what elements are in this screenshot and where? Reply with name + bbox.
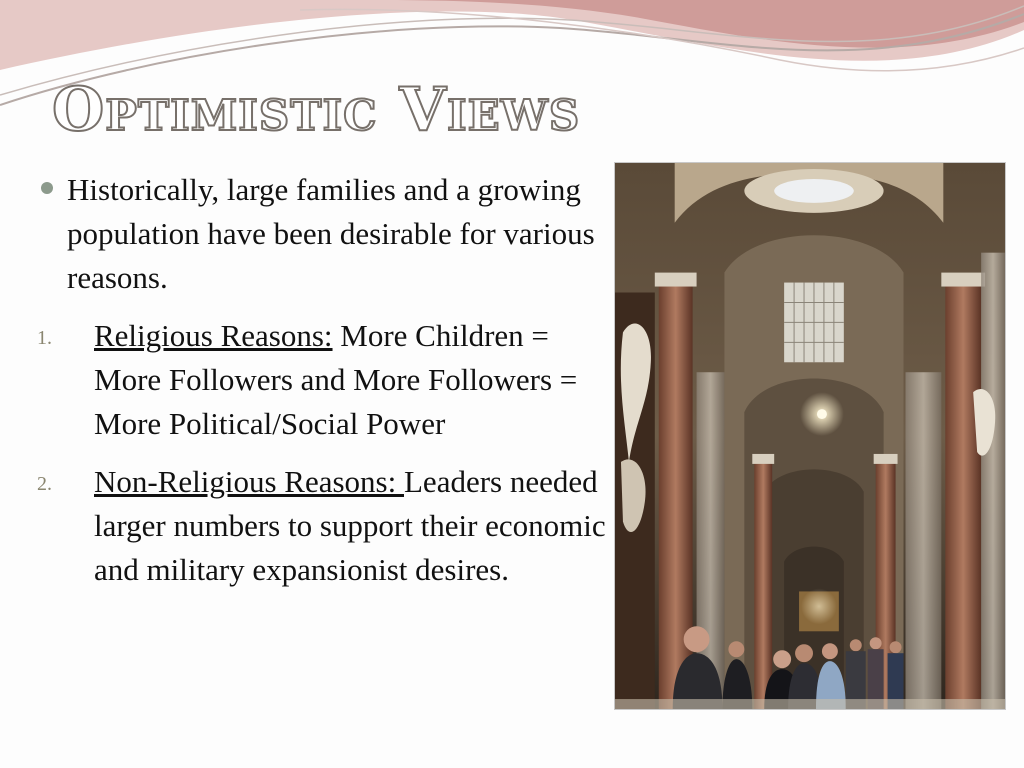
intro-bullet-text: Historically, large families and a growing population have been desirable for various reasons. (67, 172, 595, 295)
slide-content (36, 168, 610, 606)
list-item-heading: Religious Reasons: (94, 318, 333, 353)
list-item (36, 314, 610, 446)
list-item-number: 2. (37, 473, 52, 495)
page-title: Optimistic Views (52, 75, 581, 145)
list-item-text: Leaders needed larger numbers to support their economic and military expansionist desires. (94, 464, 606, 587)
list-item-heading: Non-Religious Reasons: (94, 464, 404, 499)
bullet-dot-icon (41, 182, 53, 194)
basilica-interior-illustration (615, 163, 1005, 709)
list-item-text: More Children = More Followers and More Followers = More Political/Social Power (94, 318, 578, 441)
list-item-number: 1. (37, 327, 52, 349)
list-item (36, 460, 610, 592)
basilica-interior-photo (614, 162, 1006, 710)
intro-bullet (36, 168, 610, 300)
